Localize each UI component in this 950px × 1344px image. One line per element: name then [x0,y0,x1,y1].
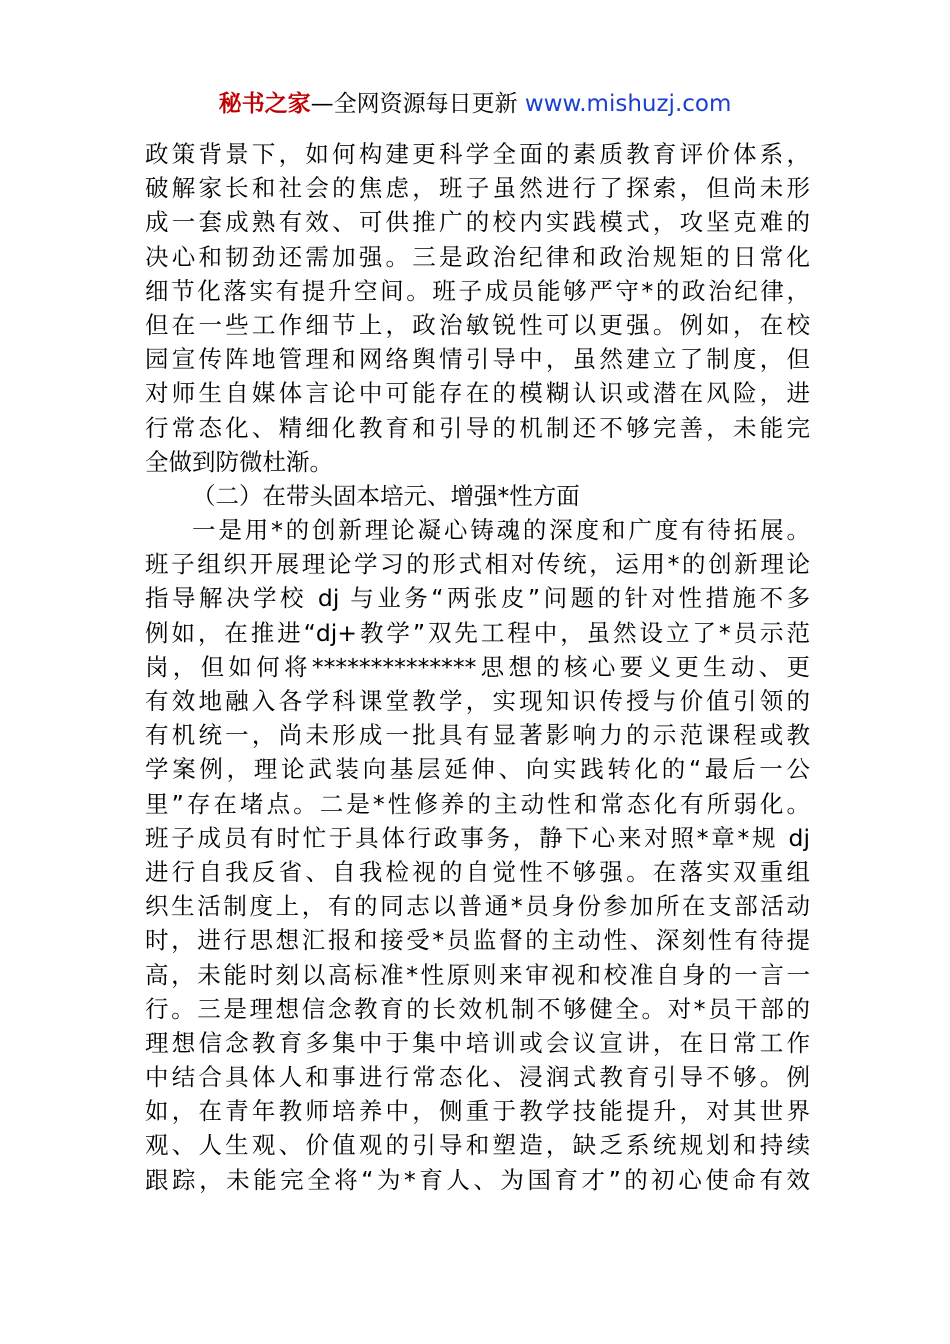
text-line: 细节化落实有提升空间。班子成员能够严守*的政治纪律， [145,276,810,305]
text-line: 政策背景下，如何构建更科学全面的素质教育评价体系， [145,140,810,168]
text-line: 有效地融入各学科课堂教学，实现知识传授与价值引领的 [145,687,810,715]
text-line: 成一套成熟有效、可供推广的校内实践模式，攻坚克难的 [145,208,810,237]
text-line: 观、人生观、价值观的引导和塑造，缺乏系统规划和持续 [145,1131,810,1160]
site-header [0,88,950,120]
text-line: 如，在青年教师培养中，侧重于教学技能提升，对其世界 [145,1097,810,1126]
text-line: 行常态化、精细化教育和引导的机制还不够完善，未能完 [145,413,810,442]
text-line: 行。三是理想信念教育的长效机制不够健全。对*员干部的 [145,994,810,1023]
paragraph-first-line: 一是用*的创新理论凝心铸魂的深度和广度有待拓展。 [192,516,810,545]
text-line: 园宣传阵地管理和网络舆情引导中，虽然建立了制度，但 [145,345,810,374]
site-tagline: —全网资源每日更新 [310,91,525,117]
text-line: 理想信念教育多集中于集中培训或会议宣讲，在日常工作 [145,1028,810,1057]
text-line: 对师生自媒体言论中可能存在的模糊认识或潜在风险，进 [145,379,810,408]
text-line: 但在一些工作细节上，政治敏锐性可以更强。例如，在校 [145,310,810,339]
text-line: 岗，但如何将**************思想的核心要义更生动、更 [145,652,810,681]
site-url-link[interactable]: www.mishuzj.com [524,91,732,117]
text-line: 跟踪，未能完全将“为*育人、为国育才”的初心使命有效 [145,1165,810,1194]
text-line: 决心和韧劲还需加强。三是政治纪律和政治规矩的日常化 [145,242,810,271]
text-line: 班子成员有时忙于具体行政事务，静下心来对照*章*规 dj [145,823,810,852]
text-line: 全做到防微杜渐。 [145,447,333,476]
text-line: 例如，在推进“dj+教学”双先工程中，虽然设立了*员示范 [145,618,810,647]
document-body [145,137,810,1197]
text-line: 破解家长和社会的焦虑，班子虽然进行了探索，但尚未形 [145,174,810,203]
text-line: 进行自我反省、自我检视的自觉性不够强。在落实双重组 [145,857,810,886]
text-line: 里”存在堵点。二是*性修养的主动性和常态化有所弱化。 [145,789,810,818]
text-line: 高，未能时刻以高标准*性原则来审视和校准自身的一言一 [145,960,810,989]
text-line: 有机统一，尚未形成一批具有显著影响力的示范课程或教 [145,721,810,750]
text-line: 织生活制度上，有的同志以普通*员身份参加所在支部活动 [145,892,810,921]
text-line: 班子组织开展理论学习的形式相对传统，运用*的创新理论 [145,550,810,579]
text-line: 时，进行思想汇报和接受*员监督的主动性、深刻性有待提 [145,926,810,955]
section-heading: （二）在带头固本培元、增强*性方面 [192,481,580,510]
text-line: 中结合具体人和事进行常态化、浸润式教育引导不够。例 [145,1063,810,1092]
text-line: 学案例，理论武装向基层延伸、向实践转化的“最后一公 [145,755,810,784]
text-line: 指导解决学校 dj 与业务“两张皮”问题的针对性措施不多 [145,584,810,613]
site-brand: 秘书之家 [218,91,311,117]
